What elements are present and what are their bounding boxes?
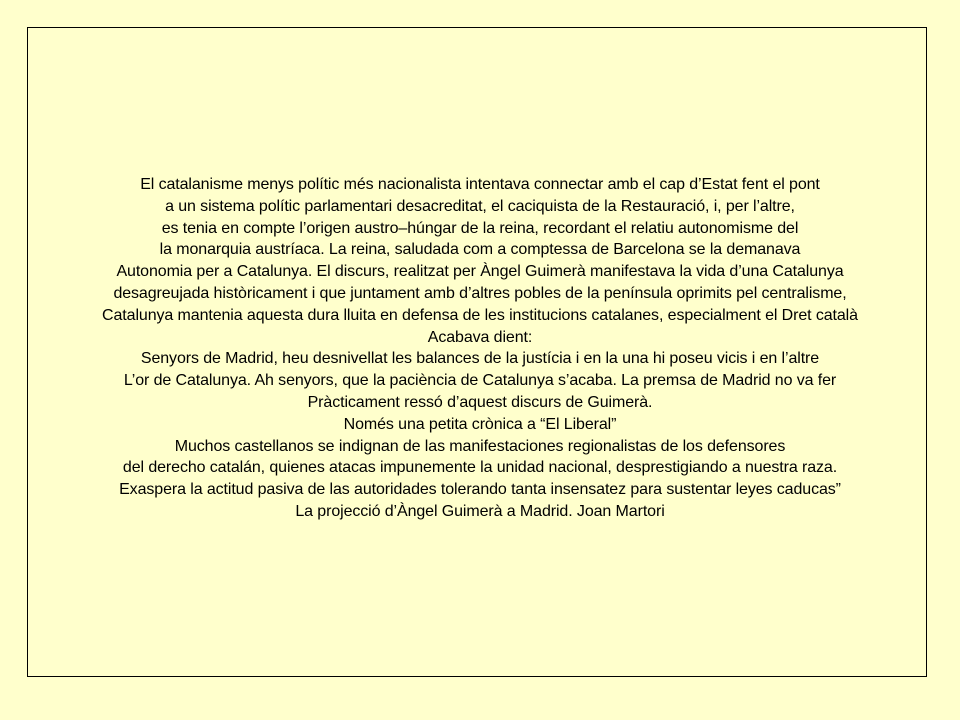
text-line: Només una petita crònica a “El Liberal” <box>343 415 617 433</box>
slide-text <box>27 174 933 523</box>
quote-line: del derecho catalán, quienes atacas impunemente la unidad nacional, desprestigiando a nuestra raza. <box>122 459 838 477</box>
quote-line: Exaspera la actitud pasiva de las autoridades tolerando tanta insensatez para sustentar leyes caducas” <box>119 481 841 499</box>
text-line: desagreujada històricament i que juntament amb d’altres pobles de la península oprimits pel centralisme, <box>113 284 847 302</box>
quote-line: Muchos castellanos se indignan de las manifestaciones regionalistas de los defensores <box>174 437 786 455</box>
source-citation: La projecció d’Àngel Guimerà a Madrid. Joan Martori <box>295 502 665 520</box>
text-line: Acabava dient: <box>427 328 533 346</box>
quote-line: L’or de Catalunya. Ah senyors, que la paciència de Catalunya s’acaba. La premsa de Madrid no va fer <box>123 372 837 390</box>
text-line: El catalanisme menys polític més nacionalista intentava connectar amb el cap d’Estat fent el pont <box>140 176 820 193</box>
text-line: Autonomia per a Catalunya. El discurs, realitzat per Àngel Guimerà manifestava la vida d’una Catalunya <box>116 263 844 281</box>
text-line: la monarquia austríaca. La reina, saludada com a comptessa de Barcelona se la demanava <box>159 241 801 259</box>
text-line: Catalunya mantenia aquesta dura lluita en defensa de les institucions catalanes, especialment el Dret català <box>102 306 858 324</box>
text-line: es tenia en compte l’origen austro–húngar de la reina, recordant el relatiu autonomisme del <box>161 219 799 237</box>
text-line: a un sistema polític parlamentari desacreditat, el caciquista de la Restauració, i, per l’altre, <box>165 197 795 215</box>
quote-line: Senyors de Madrid, heu desnivellat les balances de la justícia i en la una hi poseu vicis i en l’altre <box>140 350 820 368</box>
text-line: Pràcticament ressó d’aquest discurs de Guimerà. <box>307 393 653 411</box>
